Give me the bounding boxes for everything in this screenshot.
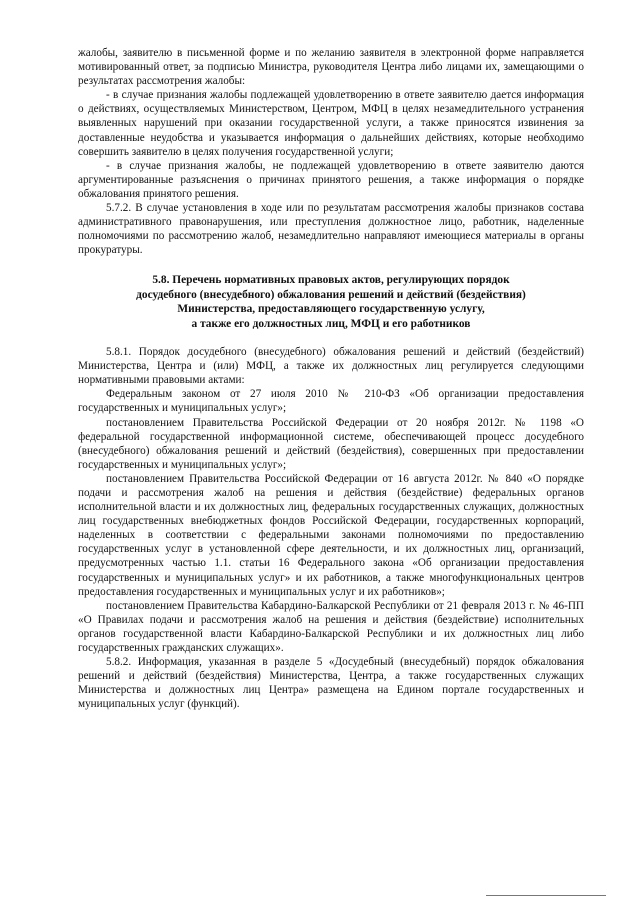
paragraph-5-8-2: 5.8.2. Информация, указанная в разделе 5 «Досудебный (внесудебный) порядок обжалования решений и действий (бездействия) Министерства, Центра, а также государственных служащих Министерства и должностных лиц Центра» размещена на Едином портале государственных и муниципальных услуг (функций). [78,656,584,711]
paragraph-complaint-satisfied: - в случае признания жалобы подлежащей удовлетворению в ответе заявителю дается информация о действиях, осуществляемых Министерством, Центром, МФЦ в целях незамедлительного устранения выявленных нарушений при оказании государственной услуги, а также приносятся извинения за доставленные неудобства и указывается информация о дальнейших действиях, которые необходимо совершить заявителю в целях получения государственной услуги; [78,89,584,158]
section-heading-5-8 [78,273,584,331]
footer-rule [486,895,606,896]
paragraph-decree-1198: постановлением Правительства Российской Федерации от 20 ноября 2012г. № 1198 «О федеральной государственной информационной системе, обеспечивающей процесс досудебного (внесудебного) обжалования решений и действий (бездействия), совершенных при предоставлении государственных и муниципальных услуг»; [78,416,584,471]
intro-block [78,46,584,257]
paragraph-5-8-1: 5.8.1. Порядок досудебного (внесудебного) обжалования решений и действий (бездействий) Министерства, Центра и (или) МФЦ, а также их должностных лиц регулируется следующими нормативными правовыми актами: [78,346,584,387]
heading-line-4: а также его должностных лиц, МФЦ и его работников [191,317,471,330]
heading-line-1: 5.8. Перечень нормативных правовых актов, регулирующих порядок [152,274,510,287]
paragraph-5-7-2: 5.7.2. В случае установления в ходе или по результатам рассмотрения жалобы признаков состава административного правонарушения, или преступления должностное лицо, работник, наделенные полномочиями по рассмотрению жалоб, незамедлительно направляют имеющиеся материалы в органы прокуратуры. [78,202,584,257]
paragraph-federal-law-210: Федеральным законом от 27 июля 2010 № 210-ФЗ «Об организации предоставления государственных и муниципальных услуг»; [78,388,584,415]
heading-line-2: досудебного (внесудебного) обжалования решений и действий (бездействия) [136,288,526,301]
paragraph-response-intro: жалобы, заявителю в письменной форме и по желанию заявителя в электронной форме направляется мотивированный ответ, за подписью Министра, руководителя Центра либо лицами их, замещающими о результатах рассмотрения жалобы: [78,47,584,88]
section-5-8-body [78,345,584,711]
heading-line-3: Министерства, предоставляющего государственную услугу, [177,303,485,316]
paragraph-decree-840: постановлением Правительства Российской Федерации от 16 августа 2012г. № 840 «О порядке подачи и рассмотрения жалоб на решения и действия (бездействие) федеральных органов исполнительной власти и их должностных лиц, федеральных государственных служащих, должностных лиц государственных внебюджетных фондов Российской Федерации, государственных корпораций, наделенных в соответствии с федеральными законами полномочиями по предоставлению государственных услуг в установленной сфере деятельности, и их должностных лиц, организаций, предусмотренных частью 1.1. статьи 16 Федерального закона «Об организации предоставления государственных и муниципальных услуг» и их работников, а также многофункциональных центров предоставления государственных и муниципальных услуг и их работников»; [78,472,584,598]
paragraph-decree-46-pp: постановлением Правительства Кабардино-Балкарской Республики от 21 февраля 2013 г. № 46-ПП «О Правилах подачи и рассмотрения жалоб на решения и действия (бездействие) исполнительных органов государственной власти Кабардино-Балкарской Республики и их должностных лиц либо государственных гражданских служащих». [78,599,584,654]
paragraph-complaint-rejected: - в случае признания жалобы, не подлежащей удовлетворению в ответе заявителю даются аргументированные разъяснения о причинах принятого решения, а также информация о порядке обжалования принятого решения. [78,159,584,200]
